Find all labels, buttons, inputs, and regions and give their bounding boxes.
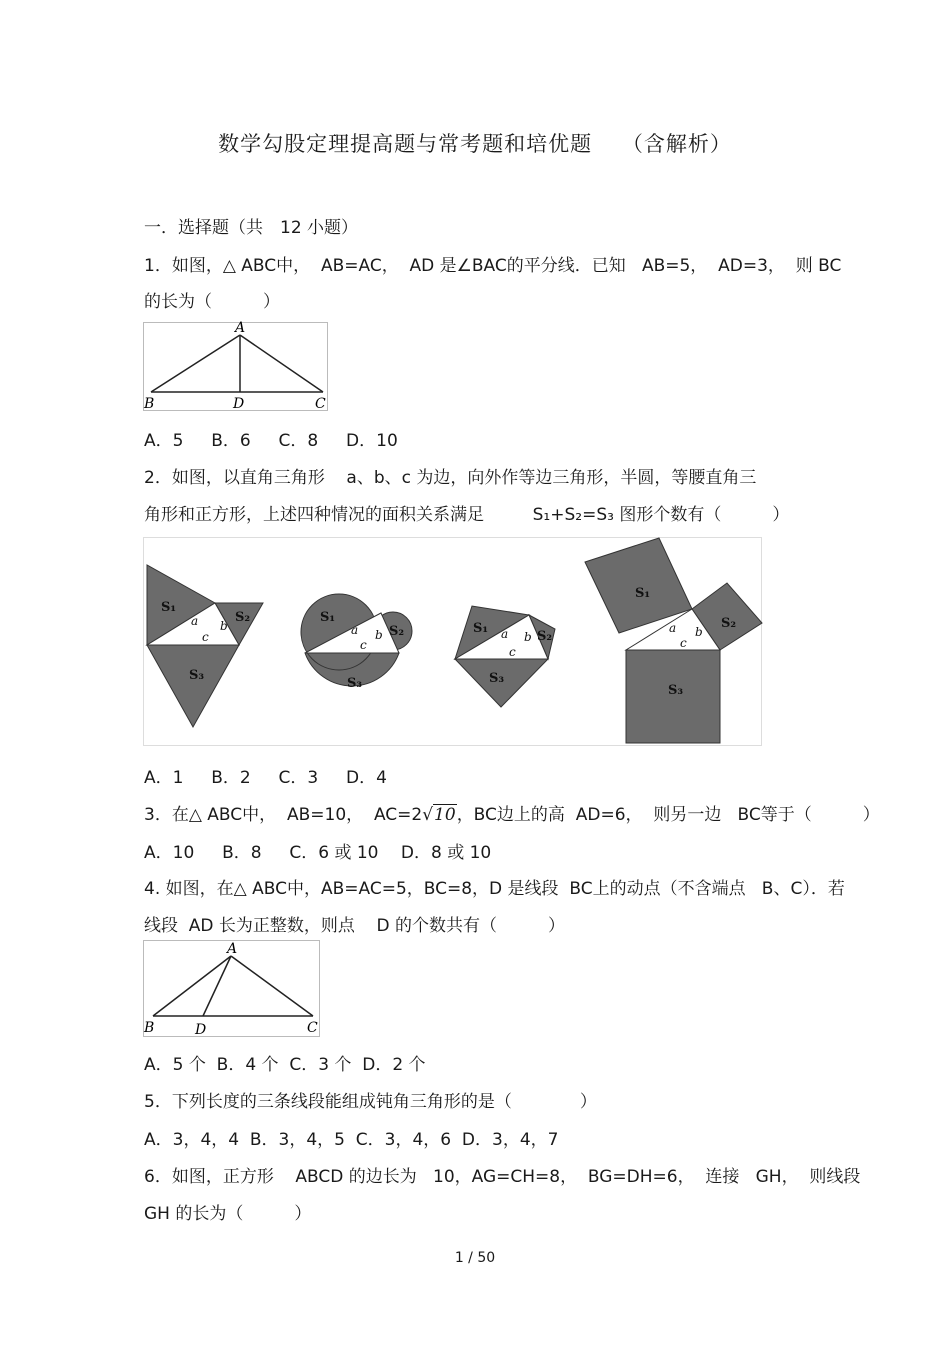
- q2-figure: [143, 537, 763, 747]
- q4-segment-ad: [203, 956, 231, 1016]
- page-number: 1 / 50: [454, 1250, 496, 1266]
- q2-p1-a-label: a: [191, 614, 199, 628]
- q2-p1-s3-label: S₃: [189, 668, 205, 683]
- q2-p3-s3-label: S₃: [489, 671, 505, 686]
- q2-p3-c-label: c: [509, 645, 516, 659]
- q1-label-c: C: [315, 396, 326, 412]
- q2-p4-s1-label: S₁: [635, 586, 651, 601]
- q2-p2-s2-label: S₂: [389, 624, 405, 639]
- q2-stem-line2: 角形和正方形，上述四种情况的面积关系满足 S₁+S₂=S₃ 图形个数有（ ）: [144, 505, 790, 525]
- q2-p4-c-label: c: [680, 636, 687, 650]
- q4-label-c: C: [307, 1020, 318, 1036]
- q3-options: A．10 B．8 C．6 或 10 D．8 或 10: [144, 843, 492, 863]
- q1-label-b: B: [144, 396, 155, 412]
- q2-panel-semicircle: [301, 594, 412, 691]
- q2-p2-s1-label: S₁: [320, 610, 336, 625]
- q1-options: A．5 B．6 C．8 D．10: [144, 431, 398, 451]
- q2-p2-s3-label: S₃: [347, 676, 363, 691]
- q2-p4-b-label: b: [695, 625, 703, 639]
- q4-side-ab: [153, 956, 231, 1016]
- page-title: 数学勾股定理提高题与常考题和培优题 （含解析）: [218, 132, 732, 156]
- q4-label-a: A: [227, 941, 238, 957]
- section-heading: 一．选择题（共 12 小题）: [144, 218, 359, 238]
- q4-label-b: B: [144, 1020, 155, 1036]
- q3-radicand: 10: [434, 805, 456, 825]
- q4-side-ac: [231, 956, 313, 1016]
- q2-stem-line1: 2．如图，以直角三角形 a、b、c 为边，向外作等边三角形，半圆，等腰直角三: [144, 468, 757, 488]
- q4-options: A．5 个 B．4 个 C．3 个 D．2 个: [144, 1055, 426, 1075]
- q4-label-d: D: [195, 1022, 207, 1038]
- q2-p3-s2-label: S₂: [537, 629, 553, 644]
- q2-options: A．1 B．2 C．3 D．4: [144, 768, 387, 788]
- q1-stem-line1: 1．如图，△ ABC中， AB=AC， AD 是∠BAC的平分线．已知 AB=5， AD=3， 则 BC: [144, 256, 842, 276]
- q5-options: A．3，4，4 B．3，4，5 C．3，4，6 D．3，4，7: [144, 1130, 559, 1150]
- q2-p3-s1-label: S₁: [473, 621, 489, 636]
- q1-stem-line2: 的长为（ ）: [144, 292, 280, 312]
- q6-stem-line1: 6．如图，正方形 ABCD 的边长为 10，AG=CH=8， BG=DH=6， 连接 GH， 则线段: [144, 1167, 861, 1187]
- q4-stem-line2: 线段 AD 长为正整数，则点 D 的个数共有（ ）: [144, 916, 566, 936]
- q5-stem: 5．下列长度的三条线段能组成钝角三角形的是（ ）: [144, 1092, 597, 1112]
- q1-label-d: D: [233, 396, 245, 412]
- q2-p2-c-label: c: [360, 638, 367, 652]
- q3-stem-post: ，BC边上的高 AD=6， 则另一边 BC等于（ ）: [456, 805, 880, 825]
- q1-figure: [143, 320, 329, 412]
- q3-sqrt: [422, 805, 456, 825]
- q4-figure: [143, 938, 321, 1038]
- q2-p1-s1-label: S₁: [161, 600, 177, 615]
- q2-p2-a-label: a: [351, 623, 359, 637]
- q1-side-ab: [151, 335, 240, 392]
- q1-side-ac: [240, 335, 323, 392]
- sqrt-icon: √: [422, 805, 434, 825]
- q2-panel-isosceles: [455, 606, 555, 707]
- q4-stem-line1: 4. 如图，在△ ABC中，AB=AC=5，BC=8，D 是线段 BC上的动点（不含端点 B、C）．若: [144, 879, 845, 899]
- q2-p3-a-label: a: [501, 627, 509, 641]
- q6-stem-line2: GH 的长为（ ）: [144, 1204, 312, 1224]
- q2-p1-c-label: c: [202, 630, 209, 644]
- q2-p2-b-label: b: [375, 628, 383, 642]
- q2-p4-s3-label: S₃: [668, 683, 684, 698]
- q2-p4-a-label: a: [669, 621, 677, 635]
- q2-panel-equilateral: [147, 565, 263, 727]
- q3-stem-pre: 3．在△ ABC中， AB=10， AC=2: [144, 805, 423, 825]
- q2-p4-s2-label: S₂: [721, 616, 737, 631]
- q2-p1-s2-label: S₂: [235, 610, 251, 625]
- q3-stem: [144, 800, 880, 825]
- q2-p1-b-label: b: [220, 619, 228, 633]
- q2-panel-squares: [585, 538, 762, 743]
- q2-p3-b-label: b: [524, 630, 532, 644]
- q1-label-a: A: [235, 320, 246, 336]
- q2-p1-s3-shape: [147, 645, 239, 727]
